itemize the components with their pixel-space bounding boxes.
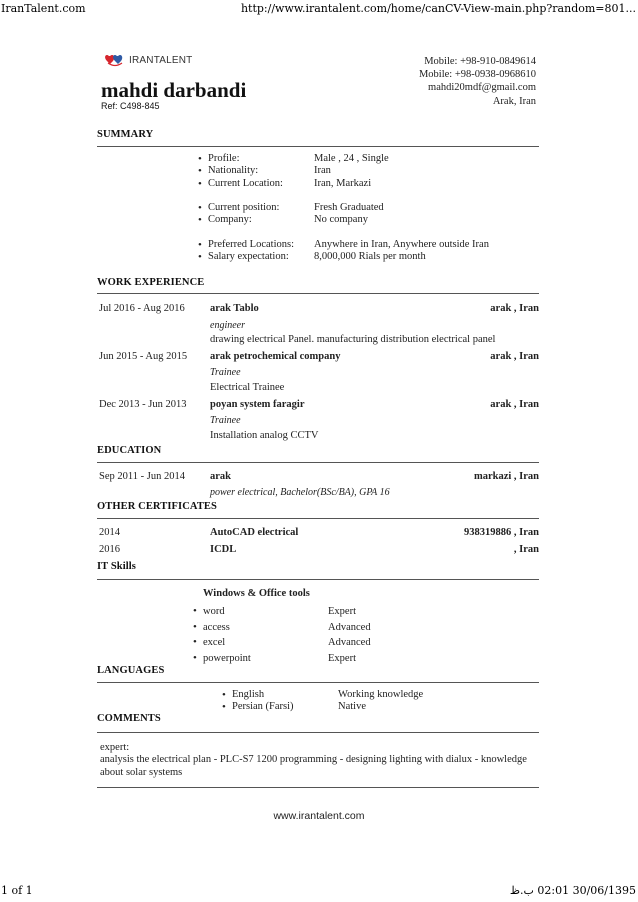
summary-label: • Nationality: <box>198 165 283 177</box>
work-row <box>99 399 539 413</box>
skill-level: Advanced <box>328 621 371 633</box>
skills-list <box>193 604 251 666</box>
education-detail: power electrical, Bachelor(BSc/BA), GPA 16 <box>210 487 390 498</box>
summary-group-3 <box>198 239 294 264</box>
languages-heading: LANGUAGES <box>97 665 165 676</box>
work-company: arak Tablo <box>210 303 259 314</box>
languages-list <box>222 689 294 714</box>
irantalent-logo <box>104 53 193 67</box>
work-company: arak petrochemical company <box>210 351 341 362</box>
work-description: Installation analog CCTV <box>210 430 319 441</box>
summary-value: Male , 24 , Single <box>314 153 389 164</box>
summary-value: 8,000,000 Rials per month <box>314 251 426 263</box>
language-name: • Persian (Farsi) <box>222 701 294 713</box>
comments-bottom-divider <box>97 787 539 788</box>
work-role: Trainee <box>210 415 241 426</box>
work-description: drawing electrical Panel. manufacturing distribution electrical panel <box>210 334 496 345</box>
summary-label: • Current position: <box>198 202 279 214</box>
skill-name: • word <box>193 604 251 620</box>
work-row <box>99 303 539 317</box>
comments-body <box>100 742 540 779</box>
work-location: arak , Iran <box>490 303 539 314</box>
certificate-row <box>99 527 539 541</box>
language-level: Working knowledge <box>338 689 424 700</box>
languages-divider <box>97 682 539 683</box>
certificate-name: ICDL <box>210 544 237 555</box>
skills-divider <box>97 579 539 580</box>
print-datetime: 30/06/1395 02:01 ب.ظ <box>509 884 636 897</box>
comments-line-1: expert: <box>100 742 130 753</box>
certificate-name: AutoCAD electrical <box>210 527 299 538</box>
summary-group-1 <box>198 153 283 190</box>
skills-group-title: Windows & Office tools <box>203 588 310 599</box>
logo-text: IRANTALENT <box>129 54 193 66</box>
summary-values-3 <box>314 239 489 264</box>
skill-name: • access <box>193 620 251 636</box>
comments-divider <box>97 732 539 733</box>
summary-label: • Profile: <box>198 153 283 165</box>
skill-level: Expert <box>328 652 356 664</box>
reference-code: Ref: C498-845 <box>101 101 160 111</box>
certificate-row <box>99 544 539 558</box>
skill-name: • excel <box>193 635 251 651</box>
certificate-location: 938319886 , Iran <box>464 527 539 538</box>
work-role: engineer <box>210 320 245 331</box>
certificate-year: 2016 <box>99 544 120 555</box>
comments-heading: COMMENTS <box>97 713 161 724</box>
browser-site-title: IranTalent.com <box>1 2 86 15</box>
summary-group-2 <box>198 202 279 227</box>
work-date: Dec 2013 - Jun 2013 <box>99 399 187 410</box>
contact-email: mahdi20mdf@gmail.com <box>428 82 536 94</box>
education-location: markazi , Iran <box>473 471 539 482</box>
summary-values-2 <box>314 202 384 227</box>
certificate-location: , Iran <box>513 544 539 555</box>
work-row <box>99 351 539 365</box>
contact-city: Arak, Iran <box>492 95 536 107</box>
summary-value: Fresh Graduated <box>314 202 384 213</box>
work-company: poyan system faragir <box>210 399 305 410</box>
summary-value: Iran, Markazi <box>314 177 372 189</box>
contact-block <box>419 55 536 108</box>
contact-mobile-2: Mobile: +98-0938-0968610 <box>418 69 536 81</box>
summary-divider <box>97 146 539 147</box>
skills-levels <box>328 604 371 666</box>
work-description: Electrical Trainee <box>210 382 285 393</box>
summary-heading: SUMMARY <box>97 129 154 140</box>
work-location: arak , Iran <box>490 351 539 362</box>
skill-level: Expert <box>328 606 356 617</box>
logo-heart-icon <box>104 53 126 67</box>
skill-name: • powerpoint <box>193 651 251 667</box>
summary-values-1 <box>314 153 389 190</box>
summary-value: Anywhere in Iran, Anywhere outside Iran <box>314 239 489 250</box>
work-heading: WORK EXPERIENCE <box>97 277 205 288</box>
education-heading: EDUCATION <box>97 445 162 456</box>
work-divider <box>97 293 539 294</box>
summary-value: Iran <box>314 165 331 177</box>
language-level: Native <box>338 701 366 713</box>
contact-mobile-1: Mobile: +98-910-0849614 <box>424 56 536 67</box>
work-date: Jun 2015 - Aug 2015 <box>99 351 188 362</box>
education-date: Sep 2011 - Jun 2014 <box>99 471 185 482</box>
work-role: Trainee <box>210 367 241 378</box>
education-row <box>99 471 539 485</box>
skills-heading: IT Skills <box>97 561 136 572</box>
certificates-heading: OTHER CERTIFICATES <box>97 501 217 512</box>
education-divider <box>97 462 539 463</box>
summary-value: No company <box>314 214 368 226</box>
languages-levels <box>338 689 423 714</box>
skill-level: Advanced <box>328 637 371 648</box>
certificates-divider <box>97 518 539 519</box>
print-page-count: 1 of 1 <box>1 884 33 897</box>
work-location: arak , Iran <box>490 399 539 410</box>
summary-label: • Current Location: <box>198 178 283 190</box>
summary-label: • Preferred Locations: <box>198 239 294 251</box>
footer-url[interactable]: www.irantalent.com <box>273 810 365 822</box>
work-date: Jul 2016 - Aug 2016 <box>99 303 185 314</box>
education-school: arak <box>210 471 231 482</box>
summary-label: • Company: <box>198 214 279 226</box>
summary-label: • Salary expectation: <box>198 251 294 263</box>
certificate-year: 2014 <box>99 527 120 538</box>
candidate-name: mahdi darbandi <box>101 78 247 102</box>
browser-url: http://www.irantalent.com/home/canCV-View-main.php?random=801... <box>240 2 636 15</box>
comments-line-2: analysis the electrical plan - PLC-S7 1200 programming - designing lighting with dialux - knowledge about solar systems <box>100 754 527 778</box>
language-name: • English <box>222 689 294 701</box>
